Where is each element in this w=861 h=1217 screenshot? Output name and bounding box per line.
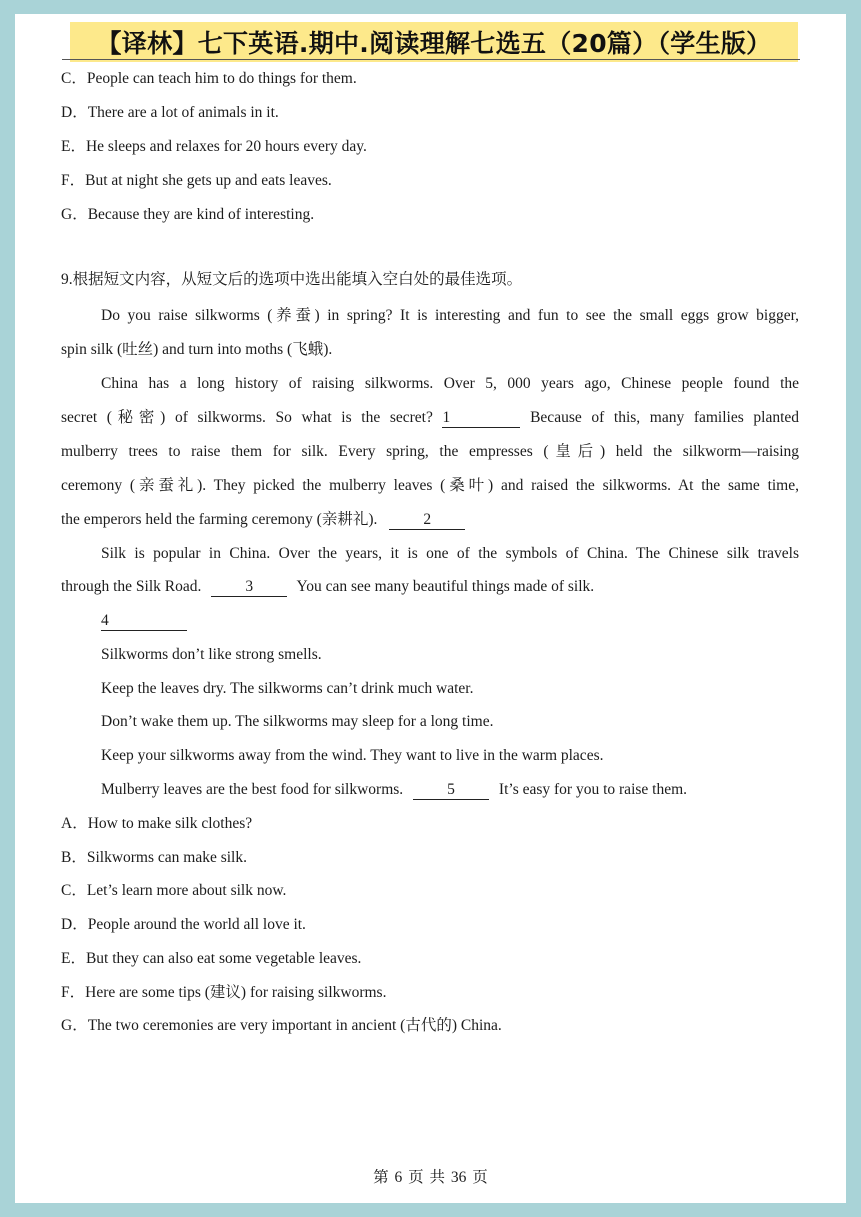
- blank-4-line: [101, 611, 187, 631]
- option-f: F．Here are some tips (建议) for raising silkworms.: [61, 984, 387, 1001]
- prev-option-f: F．But at night she gets up and eats leaves.: [61, 172, 332, 189]
- tip-5-end: It’s easy for you to raise them.: [498, 781, 688, 798]
- paragraph-3-line-2-start: through the Silk Road.: [61, 578, 202, 595]
- prev-option-d: D．There are a lot of animals in it.: [61, 104, 279, 121]
- paragraph-2-line-2-start: secret (秘密) of silkworms. So what is the secret?: [61, 409, 433, 426]
- paragraph-1-line-1: Do you raise silkworms (养蚕) in spring? It is interesting and fun to see the small eggs grow bigger,: [101, 307, 799, 324]
- paragraph-2-line-2-end: Because of this, many families planted: [530, 409, 800, 426]
- tip-2: Keep the leaves dry. The silkworms can’t drink much water.: [101, 680, 474, 697]
- option-g: G．The two ceremonies are very important in ancient (古代的) China.: [61, 1017, 502, 1034]
- tip-4: Keep your silkworms away from the wind. They want to live in the warm places.: [101, 747, 604, 764]
- paragraph-2-line-4: ceremony (亲蚕礼). They picked the mulberry leaves (桑叶) and raised the silkworms. At the same time,: [61, 477, 799, 494]
- paragraph-2-line-3: mulberry trees to raise them for silk. Every spring, the empresses (皇后) held the silkworm—raising: [61, 443, 799, 460]
- option-c: C．Let’s learn more about silk now.: [61, 882, 287, 899]
- header-rule: [62, 59, 800, 60]
- tip-5-start: Mulberry leaves are the best food for silkworms.: [101, 781, 404, 798]
- tip-5: [101, 780, 687, 800]
- paragraph-2-line-1: China has a long history of raising silkworms. Over 5, 000 years ago, Chinese people found the: [101, 375, 799, 392]
- header-banner: [70, 22, 798, 62]
- prev-option-c: C．People can teach him to do things for them.: [61, 70, 357, 87]
- option-a: A．How to make silk clothes?: [61, 815, 253, 832]
- page-number: 第 6 页 共 36 页: [373, 1169, 488, 1186]
- paragraph-2-line-5: [61, 510, 465, 530]
- prev-option-g: G．Because they are kind of interesting.: [61, 206, 315, 223]
- blank-1[interactable]: 1: [442, 409, 520, 428]
- blank-5[interactable]: 5: [413, 781, 489, 800]
- paragraph-1-line-2: spin silk (吐丝) and turn into moths (飞蛾).: [61, 341, 333, 358]
- question-instruction: 9.根据短文内容，从短文后的选项中选出能填入空白处的最佳选项。: [61, 271, 523, 288]
- paragraph-2-line-5-text: the emperors held the farming ceremony (亲耕礼).: [61, 511, 378, 528]
- document-page: [15, 14, 846, 1203]
- tip-3: Don’t wake them up. The silkworms may sleep for a long time.: [101, 713, 494, 730]
- paragraph-3-line-1: Silk is popular in China. Over the years, it is one of the symbols of China. The Chinese silk travels: [101, 545, 799, 562]
- tip-1: Silkworms don’t like strong smells.: [101, 646, 322, 663]
- option-b: B．Silkworms can make silk.: [61, 849, 247, 866]
- blank-4[interactable]: 4: [101, 612, 187, 631]
- page-title: 【译林】七下英语.期中.阅读理解七选五（20篇）（学生版）: [96, 29, 772, 58]
- option-e: E．But they can also eat some vegetable leaves.: [61, 950, 362, 967]
- paragraph-2-line-2: [61, 408, 799, 428]
- paragraph-3-line-2-end: You can see many beautiful things made of silk.: [296, 578, 595, 595]
- prev-option-e: E．He sleeps and relaxes for 20 hours every day.: [61, 138, 367, 155]
- blank-2[interactable]: 2: [389, 511, 465, 530]
- option-d: D．People around the world all love it.: [61, 916, 306, 933]
- blank-3[interactable]: 3: [211, 578, 287, 597]
- paragraph-3-line-2: [61, 577, 594, 597]
